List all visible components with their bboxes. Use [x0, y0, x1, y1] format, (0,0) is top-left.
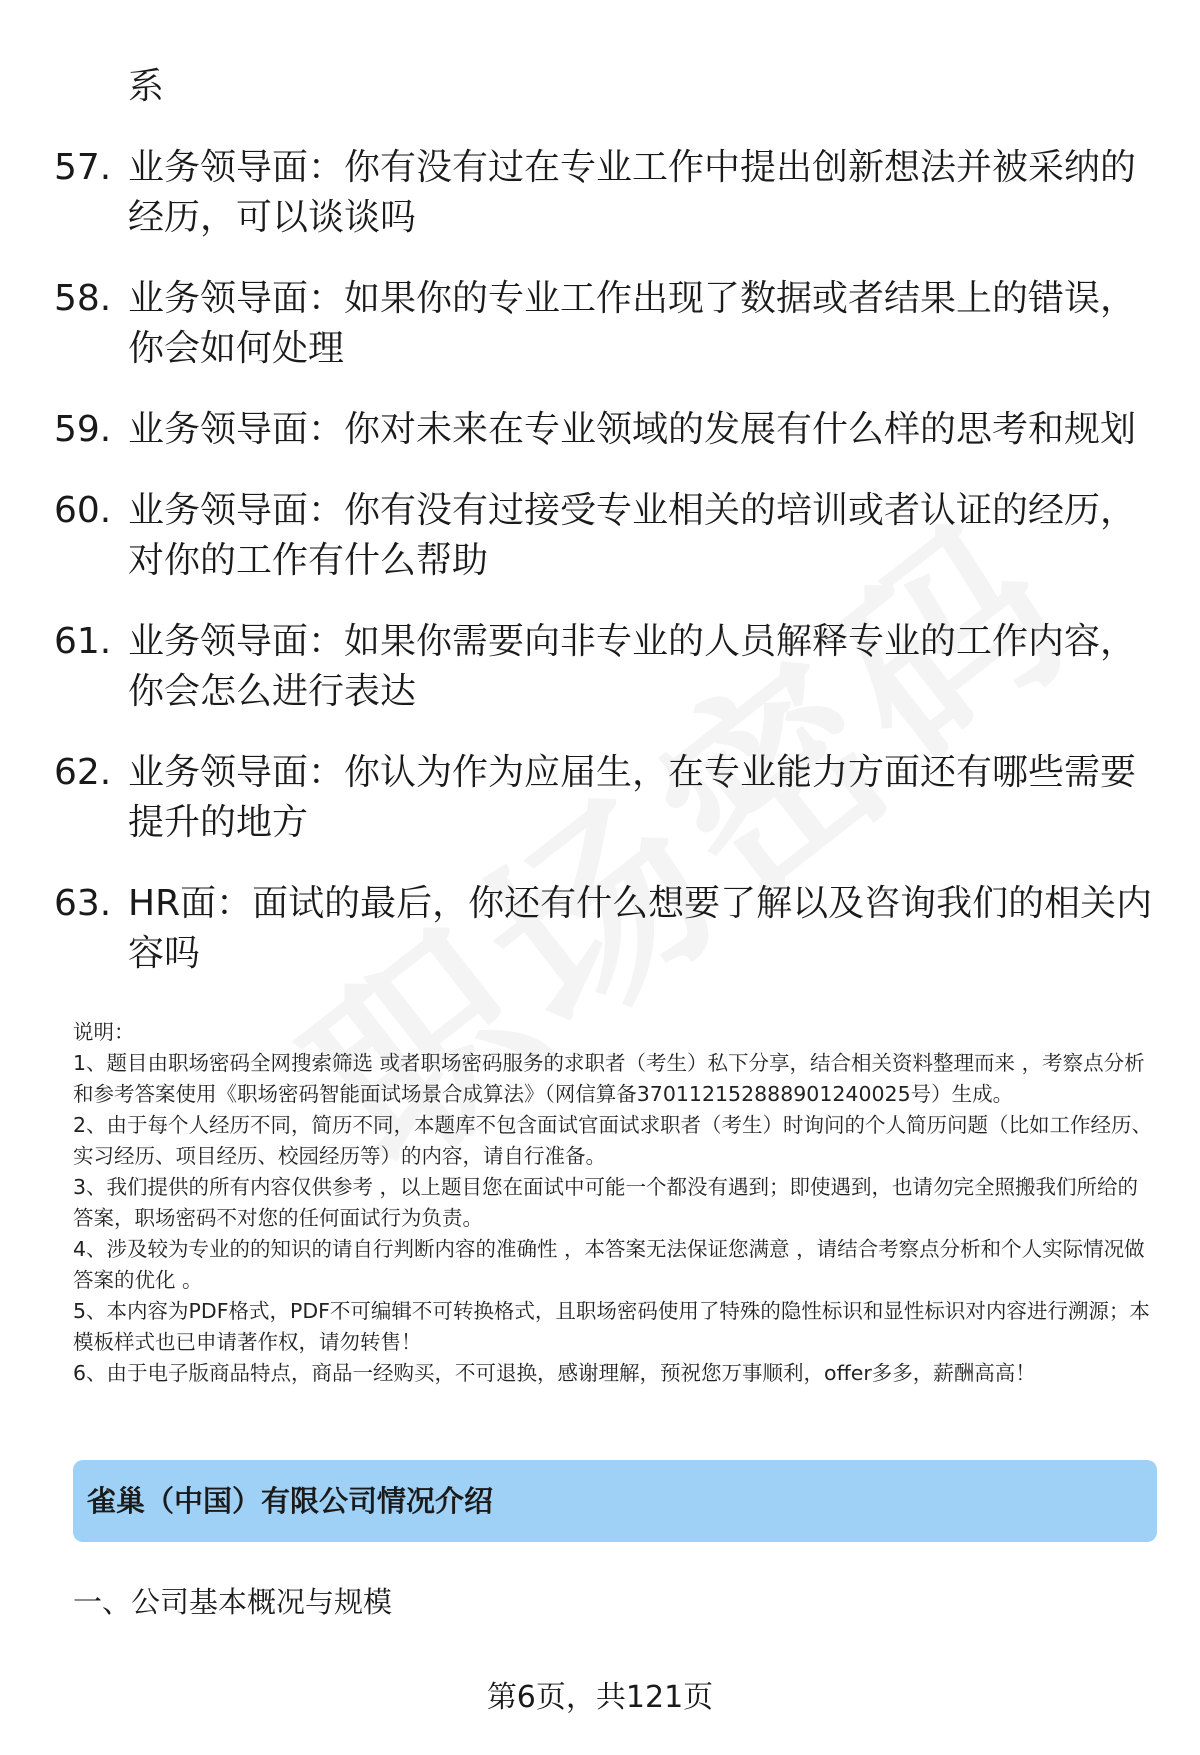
section-heading: 一、公司基本概况与规模: [73, 1585, 393, 1619]
question-item: [54, 879, 1154, 979]
question-text: HR面：面试的最后，你还有什么想要了解以及咨询我们的相关内容吗: [128, 883, 1153, 974]
note-item: 5、本内容为PDF格式，PDF不可编辑不可转换格式，且职场密码使用了特殊的隐性标识和显性标识对内容进行溯源；本模板样式也已申请著作权，请勿转售！: [73, 1299, 1150, 1354]
question-text: 业务领导面：你认为作为应届生，在专业能力方面还有哪些需要提升的地方: [128, 752, 1137, 843]
question-number: 59.: [54, 409, 112, 450]
question-text: 业务领导面：你对未来在专业领域的发展有什么样的思考和规划: [128, 409, 1137, 450]
question-item: [54, 143, 1154, 243]
question-item: [54, 486, 1154, 586]
company-intro-banner: [73, 1460, 1157, 1542]
question-number: 58.: [54, 278, 112, 319]
question-text: 业务领导面：你有没有过接受专业相关的培训或者认证的经历，对你的工作有什么帮助: [128, 490, 1137, 581]
question-text: 业务领导面：你有没有过在专业工作中提出创新想法并被采纳的经历，可以谈谈吗: [128, 147, 1137, 238]
question-number: 57.: [54, 147, 112, 188]
question-item: [54, 274, 1154, 374]
question-item: [54, 617, 1154, 717]
note-item: 4、涉及较为专业的的知识的请自行判断内容的准确性 ，本答案无法保证您满意 ，请结合考察点分析和个人实际情况做答案的优化 。: [73, 1237, 1145, 1292]
question-number: 61.: [54, 621, 112, 662]
note-item: 6、由于电子版商品特点，商品一经购买，不可退换，感谢理解，预祝您万事顺利，offer多多，薪酬高高！: [73, 1361, 1036, 1385]
continued-question-text: 系: [128, 66, 165, 107]
question-text: 业务领导面：如果你需要向非专业的人员解释专业的工作内容，你会怎么进行表达: [128, 621, 1137, 712]
question-list: [54, 143, 1154, 1010]
disclaimer-notes: [73, 1017, 1158, 1389]
note-item: 3、我们提供的所有内容仅供参考 ，以上题目您在面试中可能一个都没有遇到；即使遇到，也请勿完全照搬我们所给的答案，职场密码不对您的任何面试行为负责。: [73, 1175, 1139, 1230]
notes-heading: 说明：: [73, 1020, 135, 1044]
question-text: 业务领导面：如果你的专业工作出现了数据或者结果上的错误，你会如何处理: [128, 278, 1137, 369]
question-number: 62.: [54, 752, 112, 793]
banner-title: 雀巢（中国）有限公司情况介绍: [87, 1484, 494, 1518]
page-number-footer: 第6页，共121页: [486, 1680, 714, 1715]
note-item: 1、题目由职场密码全网搜索筛选 或者职场密码服务的求职者（考生）私下分享，结合相关资料整理而来 ，考察点分析和参考答案使用《职场密码智能面试场景合成算法》（网信算备370112152888901240025号）生成。: [73, 1051, 1145, 1106]
note-item: 2、由于每个人经历不同，简历不同，本题库不包含面试官面试求职者（考生）时询问的个人简历问题（比如工作经历、实习经历、项目经历、校园经历等）的内容，请自行准备。: [73, 1113, 1153, 1168]
question-number: 63.: [54, 883, 112, 924]
question-item: [54, 405, 1154, 455]
question-number: 60.: [54, 490, 112, 531]
question-item: [54, 748, 1154, 848]
